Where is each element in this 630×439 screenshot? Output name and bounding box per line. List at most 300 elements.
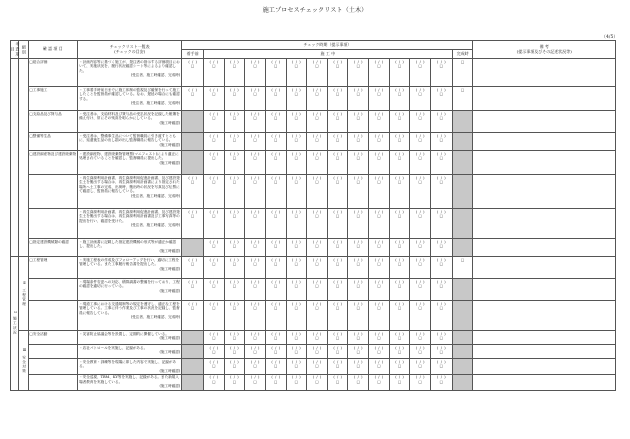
checkbox-before: [182, 151, 204, 175]
checkbox-during[interactable]: ( / ) □: [389, 87, 410, 111]
remarks-cell[interactable]: [473, 111, 616, 133]
confirmation-source: (施工時確認): [159, 368, 181, 373]
table-row: [11, 151, 616, 175]
checkbox-before: [182, 111, 204, 133]
checkbox-during[interactable]: ( / ) □: [369, 87, 390, 111]
confirmation-source: (施工時確認): [159, 266, 181, 271]
checkbox-during[interactable]: ( / ) □: [410, 279, 431, 301]
description-text: ・再生資源利用計画書、再生資源利用促進計画書、及び建設発生土を搬出する場合は、再生資源利用計画書及び工事写真等の提出を行い、確認を受けた。: [79, 209, 180, 223]
checkbox-before: [182, 374, 204, 390]
check-description: [78, 359, 182, 375]
header-before: 着手前: [182, 50, 204, 59]
checkbox-during[interactable]: ( / ) □: [327, 301, 348, 331]
checkbox-during[interactable]: ( / ) □: [327, 345, 348, 359]
remarks-cell[interactable]: [473, 87, 616, 111]
checkbox-during[interactable]: ( / ) □: [389, 239, 410, 257]
checkbox-during[interactable]: ( / ) □: [203, 279, 224, 301]
checkbox-during[interactable]: ( / ) □: [327, 175, 348, 209]
header-during: 施 工 中: [203, 50, 452, 59]
check-description: [78, 87, 182, 111]
checkbox-during[interactable]: ( / ) □: [203, 345, 224, 359]
checkbox-during[interactable]: ( / ) □: [431, 239, 453, 257]
checkbox-before: [182, 359, 204, 375]
checkbox-during[interactable]: ( / ) □: [410, 374, 431, 390]
checkbox-during[interactable]: ( / ) □: [203, 59, 224, 87]
checkbox-during[interactable]: ( / ) □: [348, 111, 369, 133]
checkbox-during[interactable]: ( / ) □: [245, 257, 266, 279]
checkbox-during[interactable]: ( / ) □: [410, 239, 431, 257]
check-item: □整備等生品: [28, 133, 78, 151]
checkbox-during[interactable]: ( / ) □: [286, 345, 307, 359]
check-item: [28, 279, 78, 301]
remarks-cell[interactable]: [473, 239, 616, 257]
checkbox-during[interactable]: ( / ) □: [369, 175, 390, 209]
checkbox-during[interactable]: ( / ) □: [224, 87, 245, 111]
checkbox-during[interactable]: ( / ) □: [245, 175, 266, 209]
checkbox-complete: [452, 133, 473, 151]
checkbox-before[interactable]: ( / ) □: [182, 175, 204, 209]
table-row: [11, 133, 616, 151]
check-description: [78, 209, 182, 239]
checkbox-complete: [452, 331, 473, 345]
check-item: □工事施工: [28, 87, 78, 111]
checkbox-during[interactable]: ( / ) □: [203, 374, 224, 390]
checkbox-during[interactable]: ( / ) □: [307, 111, 328, 133]
remarks-cell[interactable]: [473, 374, 616, 390]
checkbox-during[interactable]: ( / ) □: [245, 133, 266, 151]
table-row: [11, 331, 616, 345]
check-item: □工程管理: [28, 257, 78, 279]
checkbox-before[interactable]: ( / ) □: [182, 59, 204, 87]
checkbox-during[interactable]: ( / ) □: [245, 59, 266, 87]
checkbox-during[interactable]: ( / ) □: [307, 301, 328, 331]
checkbox-during[interactable]: ( / ) □: [369, 151, 390, 175]
checkbox-during[interactable]: ( / ) □: [203, 87, 224, 111]
checkbox-during[interactable]: ( / ) □: [369, 345, 390, 359]
table-row: [11, 111, 616, 133]
header-item: 確 認 項 目: [28, 41, 78, 59]
check-item: [28, 345, 78, 359]
checkbox-during[interactable]: ( / ) □: [410, 59, 431, 87]
checkbox-complete: [452, 175, 473, 209]
checkbox-complete[interactable]: □: [452, 87, 473, 111]
header-detail: 細別: [19, 41, 28, 59]
checkbox-during[interactable]: ( / ) □: [327, 87, 348, 111]
checkbox-during[interactable]: ( / ) □: [307, 345, 328, 359]
checkbox-during[interactable]: ( / ) □: [286, 331, 307, 345]
subsection-number: Ⅲ: [22, 347, 27, 353]
checkbox-complete: [452, 151, 473, 175]
checkbox-during[interactable]: ( / ) □: [410, 345, 431, 359]
checkbox-during[interactable]: ( / ) □: [224, 301, 245, 331]
checkbox-during[interactable]: ( / ) □: [431, 133, 453, 151]
checkbox-during[interactable]: ( / ) □: [286, 374, 307, 390]
confirmation-source: (受注者、施工時確認、完成時): [130, 73, 181, 78]
checkbox-during[interactable]: ( / ) □: [389, 111, 410, 133]
checkbox-during[interactable]: ( / ) □: [224, 279, 245, 301]
checkbox-during[interactable]: ( / ) □: [286, 359, 307, 375]
check-item: [28, 175, 78, 209]
inspect-cell-blank: [11, 59, 19, 257]
checkbox-during[interactable]: ( / ) □: [307, 331, 328, 345]
checkbox-during[interactable]: ( / ) □: [389, 374, 410, 390]
header-remarks: 備 考 (提示事項及びその記述状況等): [473, 41, 616, 59]
checkbox-during[interactable]: ( / ) □: [431, 257, 453, 279]
checkbox-during[interactable]: ( / ) □: [307, 59, 328, 87]
checkbox-during[interactable]: ( / ) □: [369, 133, 390, 151]
checkbox-during[interactable]: ( / ) □: [203, 175, 224, 209]
checkbox-during[interactable]: ( / ) □: [431, 111, 453, 133]
checkbox-during[interactable]: ( / ) □: [348, 331, 369, 345]
checkbox-during[interactable]: ( / ) □: [431, 151, 453, 175]
checkbox-during[interactable]: ( / ) □: [307, 239, 328, 257]
checkbox-during[interactable]: ( / ) □: [431, 209, 453, 239]
check-item: [28, 301, 78, 331]
table-row: [11, 175, 616, 209]
check-description: [78, 279, 182, 301]
remarks-cell[interactable]: [473, 279, 616, 301]
checkbox-during[interactable]: ( / ) □: [286, 87, 307, 111]
checkbox-during[interactable]: ( / ) □: [348, 239, 369, 257]
checkbox-during[interactable]: ( / ) □: [224, 175, 245, 209]
checkbox-during[interactable]: ( / ) □: [307, 175, 328, 209]
checkbox-during[interactable]: ( / ) □: [245, 209, 266, 239]
subsection-label: 工程管理: [22, 287, 27, 307]
checkbox-during[interactable]: ( / ) □: [369, 279, 390, 301]
checkbox-during[interactable]: ( / ) □: [348, 151, 369, 175]
checkbox-during[interactable]: ( / ) □: [327, 279, 348, 301]
check-description: [78, 345, 182, 359]
checkbox-before[interactable]: ( / ) □: [182, 301, 204, 331]
remarks-cell[interactable]: [473, 209, 616, 239]
section-construction-status: [11, 257, 19, 391]
checkbox-during[interactable]: ( / ) □: [203, 301, 224, 331]
checkbox-during[interactable]: ( / ) □: [265, 301, 286, 331]
check-item: □安全活動: [28, 331, 78, 345]
checkbox-during[interactable]: ( / ) □: [410, 301, 431, 331]
description-text: ・再生資源利用計画書、再生資源利用促進計画書、及び建設発生土を搬出する場合は、再生資源利用計画書により指定された場所へ土工事の完成、出荷時、搬出時の状況を写真及び伝票にて確認し、監督員に報告している。: [79, 175, 180, 194]
checkbox-during[interactable]: ( / ) □: [265, 374, 286, 390]
check-item: [28, 374, 78, 390]
confirmation-source: (施工時確認): [159, 142, 181, 147]
checkbox-before: [182, 239, 204, 257]
check-description: [78, 301, 182, 331]
checkbox-during[interactable]: ( / ) □: [369, 239, 390, 257]
checkbox-during[interactable]: ( / ) □: [245, 87, 266, 111]
checkbox-during[interactable]: ( / ) □: [203, 331, 224, 345]
subsection-number: Ⅱ: [22, 280, 27, 286]
checkbox-during[interactable]: ( / ) □: [389, 133, 410, 151]
checkbox-during[interactable]: ( / ) □: [348, 209, 369, 239]
checkbox-during[interactable]: ( / ) □: [307, 151, 328, 175]
checkbox-during[interactable]: ( / ) □: [203, 239, 224, 257]
checkbox-during[interactable]: ( / ) □: [327, 257, 348, 279]
checkbox-during[interactable]: ( / ) □: [348, 301, 369, 331]
checkbox-during[interactable]: ( / ) □: [265, 359, 286, 375]
remarks-cell[interactable]: [473, 59, 616, 87]
table-row: [11, 87, 616, 111]
table-row: [11, 345, 616, 359]
checkbox-during[interactable]: ( / ) □: [431, 279, 453, 301]
checkbox-during[interactable]: ( / ) □: [265, 175, 286, 209]
checkbox-during[interactable]: ( / ) □: [245, 374, 266, 390]
checkbox-during[interactable]: ( / ) □: [369, 301, 390, 331]
confirmation-source: (受注者、施工時確認、完成時): [130, 223, 181, 228]
checkbox-during[interactable]: ( / ) □: [431, 345, 453, 359]
checkbox-during[interactable]: ( / ) □: [307, 133, 328, 151]
checkbox-during[interactable]: ( / ) □: [245, 359, 266, 375]
checkbox-during[interactable]: ( / ) □: [327, 151, 348, 175]
checkbox-during[interactable]: ( / ) □: [286, 111, 307, 133]
checkbox-during[interactable]: ( / ) □: [203, 257, 224, 279]
checkbox-during[interactable]: ( / ) □: [265, 345, 286, 359]
checkbox-during[interactable]: ( / ) □: [224, 331, 245, 345]
checkbox-during[interactable]: ( / ) □: [389, 331, 410, 345]
check-item: □総合評価: [28, 59, 78, 87]
description-text: ・安全教育・訓練等を現場に即した内容で実施し、記録がある。: [79, 359, 177, 369]
header-inspect: 考査項目: [10, 42, 21, 57]
confirmation-source: (施工時確認): [159, 120, 181, 125]
checkbox-during[interactable]: ( / ) □: [431, 359, 453, 375]
checklist-table: [10, 40, 616, 391]
remarks-cell[interactable]: [473, 175, 616, 209]
remarks-cell[interactable]: [473, 345, 616, 359]
checkbox-during[interactable]: ( / ) □: [389, 59, 410, 87]
checkbox-during[interactable]: ( / ) □: [224, 209, 245, 239]
checkbox-during[interactable]: ( / ) □: [327, 209, 348, 239]
check-item: □建設副産物及び建設廃棄物: [28, 151, 78, 175]
header-timing: チェック時期（提示事項）: [182, 41, 473, 50]
check-item: □指定建設機械類の確認: [28, 239, 78, 257]
confirmation-source: (受注者、施工時確認、完成時): [130, 193, 181, 198]
header-complete: 完成時: [452, 50, 473, 59]
confirmation-source: (受注者、施工時確認、完成時): [130, 101, 181, 106]
checkbox-during[interactable]: ( / ) □: [348, 279, 369, 301]
checkbox-during[interactable]: ( / ) □: [369, 331, 390, 345]
checkbox-during[interactable]: ( / ) □: [348, 133, 369, 151]
checkbox-during[interactable]: ( / ) □: [410, 133, 431, 151]
checkbox-during[interactable]: ( / ) □: [410, 257, 431, 279]
checkbox-during[interactable]: ( / ) □: [389, 359, 410, 375]
checkbox-during[interactable]: ( / ) □: [327, 59, 348, 87]
checkbox-during[interactable]: ( / ) □: [203, 151, 224, 175]
description-text: ・災害防止協議会等を設置し、定期的に開催している。: [79, 331, 169, 336]
table-row: [11, 59, 616, 87]
checkbox-during[interactable]: ( / ) □: [369, 257, 390, 279]
checkbox-during[interactable]: ( / ) □: [410, 209, 431, 239]
checkbox-during[interactable]: ( / ) □: [286, 133, 307, 151]
checkbox-during[interactable]: ( / ) □: [203, 209, 224, 239]
checkbox-complete: [452, 301, 473, 331]
checkbox-during[interactable]: ( / ) □: [307, 257, 328, 279]
checkbox-during[interactable]: ( / ) □: [431, 374, 453, 390]
checkbox-during[interactable]: ( / ) □: [389, 279, 410, 301]
checkbox-during[interactable]: ( / ) □: [265, 257, 286, 279]
checkbox-during[interactable]: ( / ) □: [245, 345, 266, 359]
checkbox-during[interactable]: ( / ) □: [410, 87, 431, 111]
checkbox-during[interactable]: ( / ) □: [410, 111, 431, 133]
checkbox-during[interactable]: ( / ) □: [203, 111, 224, 133]
checkbox-during[interactable]: ( / ) □: [224, 59, 245, 87]
document-title: 施工プロセスチェックリスト（土木）: [262, 7, 368, 14]
subsection-label: 安全対策: [22, 354, 27, 374]
section-number: 2: [13, 311, 18, 315]
checkbox-during[interactable]: ( / ) □: [431, 331, 453, 345]
checkbox-during[interactable]: ( / ) □: [307, 374, 328, 390]
checkbox-during[interactable]: ( / ) □: [369, 59, 390, 87]
check-description: [78, 151, 182, 175]
check-item: □支給品及び貸与品: [28, 111, 78, 133]
checkbox-during[interactable]: ( / ) □: [265, 87, 286, 111]
description-text: ・施工計画書に記載した指定建設機械の形式等が適正か確認し、提出した。: [79, 239, 177, 249]
checkbox-complete[interactable]: □: [452, 59, 473, 87]
remarks-cell[interactable]: [473, 359, 616, 375]
checkbox-during[interactable]: ( / ) □: [224, 133, 245, 151]
checkbox-complete: [452, 279, 473, 301]
remarks-cell[interactable]: [473, 133, 616, 151]
checkbox-complete: [452, 359, 473, 375]
confirmation-source: (施工時確認): [159, 350, 181, 355]
checkbox-during[interactable]: ( / ) □: [203, 359, 224, 375]
checkbox-during[interactable]: ( / ) □: [203, 133, 224, 151]
checkbox-before: [182, 331, 204, 345]
checkbox-during[interactable]: ( / ) □: [389, 151, 410, 175]
checkbox-during[interactable]: ( / ) □: [265, 331, 286, 345]
checkbox-during[interactable]: ( / ) □: [224, 359, 245, 375]
checkbox-during[interactable]: ( / ) □: [245, 111, 266, 133]
checkbox-during[interactable]: ( / ) □: [224, 374, 245, 390]
checkbox-during[interactable]: ( / ) □: [286, 59, 307, 87]
checkbox-during[interactable]: ( / ) □: [389, 209, 410, 239]
subsection-schedule: [19, 257, 28, 331]
checkbox-during[interactable]: ( / ) □: [327, 111, 348, 133]
checkbox-during[interactable]: ( / ) □: [286, 239, 307, 257]
description-text: ・建設副産物、建設廃棄物管理票(マニフェスト)により適正に処理されていることを確認し、監督職員に提出した。: [79, 151, 179, 161]
checkbox-during[interactable]: ( / ) □: [245, 279, 266, 301]
checkbox-during[interactable]: ( / ) □: [224, 111, 245, 133]
checkbox-during[interactable]: ( / ) □: [307, 209, 328, 239]
checkbox-during[interactable]: ( / ) □: [245, 331, 266, 345]
table-row: [11, 279, 616, 301]
checkbox-during[interactable]: ( / ) □: [431, 59, 453, 87]
checkbox-during[interactable]: ( / ) □: [369, 209, 390, 239]
checkbox-during[interactable]: ( / ) □: [348, 87, 369, 111]
checkbox-during[interactable]: ( / ) □: [389, 175, 410, 209]
checkbox-during[interactable]: ( / ) □: [369, 374, 390, 390]
checkbox-during[interactable]: ( / ) □: [224, 151, 245, 175]
checkbox-during[interactable]: ( / ) □: [245, 151, 266, 175]
table-row: [11, 209, 616, 239]
checkbox-during[interactable]: ( / ) □: [389, 257, 410, 279]
checkbox-during[interactable]: ( / ) □: [286, 151, 307, 175]
checkbox-during[interactable]: ( / ) □: [348, 175, 369, 209]
checkbox-during[interactable]: ( / ) □: [307, 279, 328, 301]
checkbox-during[interactable]: ( / ) □: [410, 331, 431, 345]
checkbox-during[interactable]: ( / ) □: [286, 257, 307, 279]
checkbox-during[interactable]: ( / ) □: [265, 133, 286, 151]
table-row: [11, 374, 616, 390]
checkbox-complete: [452, 345, 473, 359]
checkbox-during[interactable]: ( / ) □: [389, 301, 410, 331]
description-text: ・安全巡視、TBM、KY等を実施し、記録がある。また新規入場者教育を実施している。: [79, 375, 179, 384]
checkbox-during[interactable]: ( / ) □: [265, 151, 286, 175]
check-description: [78, 133, 182, 151]
checkbox-during[interactable]: ( / ) □: [389, 345, 410, 359]
checkbox-during[interactable]: ( / ) □: [327, 359, 348, 375]
subsection-safety: [19, 331, 28, 391]
checkbox-before[interactable]: ( / ) □: [182, 87, 204, 111]
checkbox-during[interactable]: ( / ) □: [410, 175, 431, 209]
checkbox-during[interactable]: ( / ) □: [286, 279, 307, 301]
remarks-cell[interactable]: [473, 331, 616, 345]
remarks-cell[interactable]: [473, 301, 616, 331]
checkbox-during[interactable]: ( / ) □: [348, 359, 369, 375]
remarks-cell[interactable]: [473, 151, 616, 175]
checkbox-before[interactable]: ( / ) □: [182, 279, 204, 301]
checkbox-during[interactable]: ( / ) □: [245, 239, 266, 257]
description-text: ・工事着手時前日までに施工体制の監視及び確保を行って施工したことを監督員が確認している。なお、遅延の場合にも確認する。: [79, 87, 180, 101]
checkbox-during[interactable]: ( / ) □: [348, 374, 369, 390]
remarks-cell[interactable]: [473, 257, 616, 279]
checkbox-during[interactable]: ( / ) □: [307, 87, 328, 111]
checkbox-during[interactable]: ( / ) □: [245, 301, 266, 331]
checkbox-during[interactable]: ( / ) □: [348, 257, 369, 279]
checkbox-during[interactable]: ( / ) □: [286, 301, 307, 331]
checkbox-during[interactable]: ( / ) □: [265, 209, 286, 239]
section-label: 施工状況: [13, 316, 18, 336]
checkbox-during[interactable]: ( / ) □: [410, 359, 431, 375]
checkbox-during[interactable]: ( / ) □: [431, 301, 453, 331]
checkbox-during[interactable]: ( / ) □: [431, 175, 453, 209]
description-text: ・実施工程表の作成及びフォローアップを行い、適切に工程を管理している。また工事履行報告書を提出した。: [79, 257, 180, 267]
checkbox-during[interactable]: ( / ) □: [410, 151, 431, 175]
check-item: [28, 359, 78, 375]
checkbox-during[interactable]: ( / ) □: [369, 359, 390, 375]
checkbox-before[interactable]: ( / ) □: [182, 209, 204, 239]
checkbox-during[interactable]: ( / ) □: [327, 133, 348, 151]
checkbox-during[interactable]: ( / ) □: [327, 331, 348, 345]
description-text: ・受注者は、整備事生品について監督職員に引き渡すとともに、返還後生品の出し損の出し監督職員に報告している。: [79, 133, 177, 143]
checkbox-during[interactable]: ( / ) □: [348, 59, 369, 87]
check-description: [78, 175, 182, 209]
checkbox-during[interactable]: ( / ) □: [286, 175, 307, 209]
description-text: ・現場条件変更への対応、積算調書の整備を行っており、工程の確認を適切に行っている。: [79, 279, 180, 289]
checkbox-during[interactable]: ( / ) □: [307, 359, 328, 375]
checkbox-during[interactable]: ( / ) □: [286, 209, 307, 239]
checkbox-before: [182, 133, 204, 151]
checkbox-during[interactable]: ( / ) □: [265, 279, 286, 301]
checkbox-during[interactable]: ( / ) □: [431, 87, 453, 111]
check-item: [28, 209, 78, 239]
checkbox-complete: [452, 111, 473, 133]
checkbox-during[interactable]: ( / ) □: [265, 59, 286, 87]
checkbox-during[interactable]: ( / ) □: [369, 111, 390, 133]
checkbox-during[interactable]: ( / ) □: [327, 374, 348, 390]
checkbox-during[interactable]: ( / ) □: [265, 239, 286, 257]
checkbox-complete[interactable]: □: [452, 257, 473, 279]
checkbox-before[interactable]: ( / ) □: [182, 257, 204, 279]
checkbox-during[interactable]: ( / ) □: [348, 345, 369, 359]
checkbox-during[interactable]: ( / ) □: [224, 345, 245, 359]
checkbox-during[interactable]: ( / ) □: [327, 239, 348, 257]
confirmation-source: (施工時確認): [159, 288, 181, 293]
checkbox-during[interactable]: ( / ) □: [224, 257, 245, 279]
checkbox-during[interactable]: ( / ) □: [265, 111, 286, 133]
description-text: ・受注者は、支給材料及び貸与品の受払状況を記録した帳簿を備え付け、常にその残高を明らかにしている。: [79, 111, 180, 121]
table-row: [11, 301, 616, 331]
check-description: [78, 331, 182, 345]
checkbox-during[interactable]: ( / ) □: [224, 239, 245, 257]
